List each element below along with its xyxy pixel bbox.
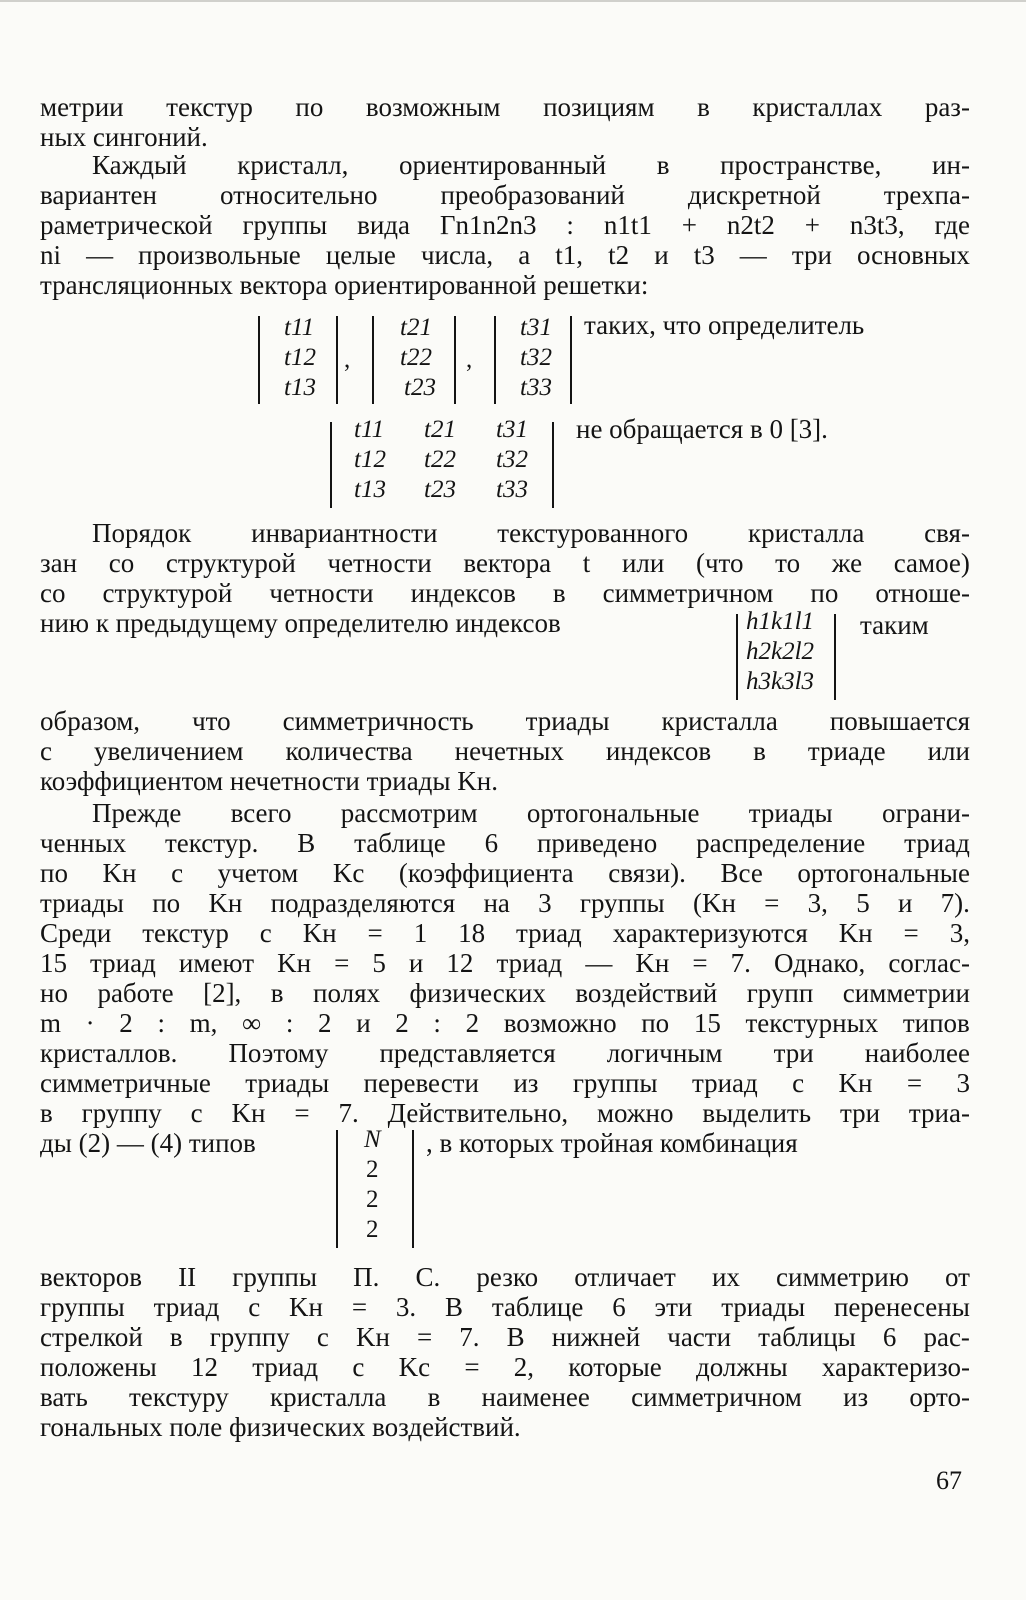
text-line: группы триад с Kн = 3. В таблице 6 эти триады перенесены [40,1292,970,1322]
types-row-4: 2 [366,1216,379,1243]
text-line: в группу с Kн = 7. Действительно, можно выделить три триа- [40,1098,970,1128]
text-line: с увеличением количества нечетных индексов в триаде или [40,736,970,766]
vec2-r1: t21 [400,314,432,341]
vec2-r3: t23 [404,374,436,401]
top-edge [0,0,1026,2]
text-line: Каждый кристалл, ориентированный в пространстве, ин- [92,150,970,180]
text-line: Прежде всего рассмотрим ортогональные триады ограни- [92,798,970,828]
sep-1: , [344,346,351,373]
text-line: ni — произвольные целые числа, а t1, t2 и t3 — три основных [40,240,970,270]
text-line: гональных поле физических воздействий. [40,1412,521,1442]
vec1-r3: t13 [284,374,316,401]
text-line: Порядок инвариантности текстурованного кристалла свя- [92,518,970,548]
det-11: t11 [354,416,385,443]
text-line: триады по Kн подразделяются на 3 группы (Kн = 3, 5 и 7). [40,888,970,918]
text-line: Среди текстур с Kн = 1 18 триад характеризуются Kн = 3, [40,918,970,948]
vec3-r2: t32 [520,344,552,371]
index-row-1: h1k1l1 [746,608,815,635]
text-line: стрелкой в группу с Kн = 7. В нижней части таблицы 6 рас- [40,1322,970,1352]
text-line: вариантен относительно преобразований дискретной трехпа- [40,180,970,210]
det-13: t13 [354,476,386,503]
index-row-2: h2k2l2 [746,638,815,665]
types-row-3: 2 [366,1186,379,1213]
text-line: вать текстуру кристалла в наименее симметричном из орто- [40,1382,970,1412]
vec1-r2: t12 [284,344,316,371]
text-line: ченных текстур. В таблице 6 приведено распределение триад [40,828,970,858]
text-line: по Kн с учетом Kс (коэффициента связи). Все ортогональные [40,858,970,888]
text-line: раметрической группы вида Γn1n2n3 : n1t1 + n2t2 + n3t3, где [40,210,970,240]
text-line: образом, что симметричность триады кристалла повышается [40,706,970,736]
text-line: ных сингоний. [40,122,208,152]
types-note: , в которых тройная комбинация [426,1128,798,1158]
text-line: 15 триад имеют Kн = 5 и 12 триад — Kн = 7. Однако, соглас- [40,948,970,978]
text-line: симметричные триады перевести из группы триад с Kн = 3 [40,1068,970,1098]
det-22: t22 [424,446,456,473]
text-line: коэффициентом нечетности триады Kн. [40,766,498,796]
determinant-note: не обращается в 0 [3]. [576,414,828,444]
text-line: ды (2) — (4) типов [40,1128,256,1158]
text-line: нию к предыдущему определителю индексов [40,608,561,638]
vec2-r2: t22 [400,344,432,371]
index-row-3: h3k3l3 [746,668,815,695]
det-23: t23 [424,476,456,503]
text-line: зан со структурой четности вектора t или (что то же самое) [40,548,970,578]
text-line: кристаллов. Поэтому представляется логичным три наиболее [40,1038,970,1068]
text-line: m · 2 : m, ∞ : 2 и 2 : 2 возможно по 15 текстурных типов [40,1008,970,1038]
vec3-r3: t33 [520,374,552,401]
page-number: 67 [936,1466,962,1495]
types-row-2: 2 [366,1156,379,1183]
vec3-r1: t31 [520,314,552,341]
text-line: со структурой четности индексов в симметричном по отноше- [40,578,970,608]
vec1-r1: t11 [284,314,315,341]
vectors-note: таких, что определитель [584,310,865,340]
det-21: t21 [424,416,456,443]
det-32: t32 [496,446,528,473]
text-line: метрии текстур по возможным позициям в кристаллах раз- [40,92,970,122]
det-31: t31 [496,416,528,443]
index-note: таким [860,610,929,640]
text-line: положены 12 триад с Kс = 2, которые должны характеризо- [40,1352,970,1382]
types-row-1: N [364,1126,381,1153]
text-line: трансляционных вектора ориентированной решетки: [40,270,649,300]
text-line: но работе [2], в полях физических воздействий групп симметрии [40,978,970,1008]
det-12: t12 [354,446,386,473]
text-line: векторов II группы П. С. резко отличает их симметрию от [40,1262,970,1292]
det-33: t33 [496,476,528,503]
sep-2: , [466,346,473,373]
